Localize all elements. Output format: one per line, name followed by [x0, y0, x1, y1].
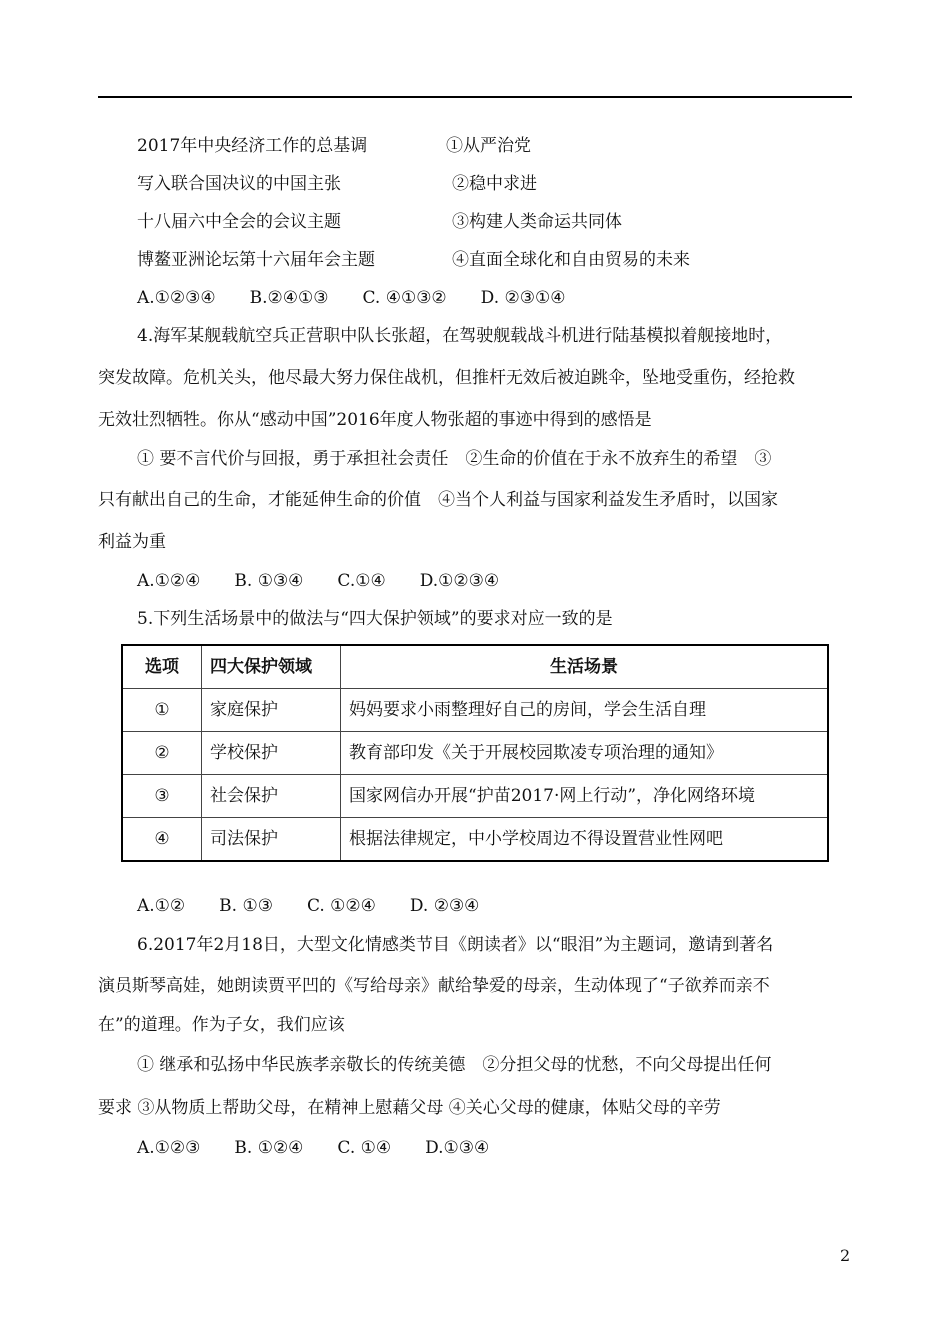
table-row: [122, 818, 828, 862]
header-domain: 四大保护领域: [202, 645, 341, 689]
q5-options: A.①② B. ①③ C. ①②④ D. ②③④: [137, 896, 480, 916]
match-left-1: 2017年中央经济工作的总基调: [137, 136, 368, 156]
q5-stem: 5.下列生活场景中的做法与“四大保护领域”的要求对应一致的是: [137, 609, 613, 629]
q4-stem-line-1: 4.海军某舰载航空兵正营职中队长张超，在驾驶舰载战斗机进行陆基模拟着舰接地时，: [137, 326, 783, 346]
match-options: A.①②③④ B.②④①③ C. ④①③② D. ②③①④: [137, 288, 566, 308]
row-scene: 教育部印发《关于开展校园欺凌专项治理的通知》: [341, 732, 829, 775]
protection-table: [121, 644, 829, 862]
match-right-3: ③构建人类命运共同体: [452, 212, 622, 232]
row-option: ③: [122, 775, 202, 818]
q6-stem-line-3: 在”的道理。作为子女，我们应该: [98, 1015, 345, 1035]
page-number: 2: [840, 1246, 851, 1265]
q6-choice-line-1: ① 继承和弘扬中华民族孝亲敬长的传统美德 ②分担父母的忧愁，不向父母提出任何: [137, 1055, 772, 1075]
match-left-3: 十八届六中全会的会议主题: [137, 212, 341, 232]
match-right-2: ②稳中求进: [452, 174, 537, 194]
table-row: [122, 732, 828, 775]
q6-stem-line-1: 6.2017年2月18日，大型文化情感类节目《朗读者》以“眼泪”为主题词，邀请到著名: [137, 935, 774, 955]
match-right-4: ④直面全球化和自由贸易的未来: [452, 250, 690, 270]
row-scene: 根据法律规定，中小学校周边不得设置营业性网吧: [341, 818, 829, 862]
match-right-1: ①从严治党: [446, 136, 531, 156]
q4-choice-line-3: 利益为重: [98, 532, 166, 552]
row-option: ②: [122, 732, 202, 775]
header-scene: 生活场景: [341, 645, 829, 689]
q4-choice-line-2: 只有献出自己的生命，才能延伸生命的价值 ④当个人利益与国家利益发生矛盾时，以国家: [98, 490, 778, 510]
table-header-row: [122, 645, 828, 689]
row-scene: 国家网信办开展“护苗2017·网上行动”，净化网络环境: [341, 775, 829, 818]
q4-options: A.①②④ B. ①③④ C.①④ D.①②③④: [137, 571, 500, 591]
row-option: ①: [122, 689, 202, 732]
q6-stem-line-2: 演员斯琴高娃，她朗读贾平凹的《写给母亲》献给挚爱的母亲，生动体现了“子欲养而亲不: [98, 976, 770, 996]
header-option: 选项: [122, 645, 202, 689]
q6-options: A.①②③ B. ①②④ C. ①④ D.①③④: [137, 1138, 490, 1158]
q6-choice-line-2: 要求 ③从物质上帮助父母，在精神上慰藉父母 ④关心父母的健康，体贴父母的辛劳: [98, 1098, 721, 1118]
table-row: [122, 775, 828, 818]
match-left-4: 博鳌亚洲论坛第十六届年会主题: [137, 250, 375, 270]
row-domain: 社会保护: [202, 775, 341, 818]
q4-choice-line-1: ① 要不言代价与回报，勇于承担社会责任 ②生命的价值在于永不放弃生的希望 ③: [137, 449, 772, 469]
row-domain: 司法保护: [202, 818, 341, 862]
row-scene: 妈妈要求小雨整理好自己的房间，学会生活自理: [341, 689, 829, 732]
row-domain: 学校保护: [202, 732, 341, 775]
q4-stem-line-3: 无效壮烈牺牲。你从“感动中国”2016年度人物张超的事迹中得到的感悟是: [98, 410, 652, 430]
header-rule: [98, 96, 852, 98]
match-left-2: 写入联合国决议的中国主张: [137, 174, 341, 194]
q4-stem-line-2: 突发故障。危机关头，他尽最大努力保住战机，但推杆无效后被迫跳伞，坠地受重伤，经抢救: [98, 368, 795, 388]
table-row: [122, 689, 828, 732]
row-domain: 家庭保护: [202, 689, 341, 732]
row-option: ④: [122, 818, 202, 862]
